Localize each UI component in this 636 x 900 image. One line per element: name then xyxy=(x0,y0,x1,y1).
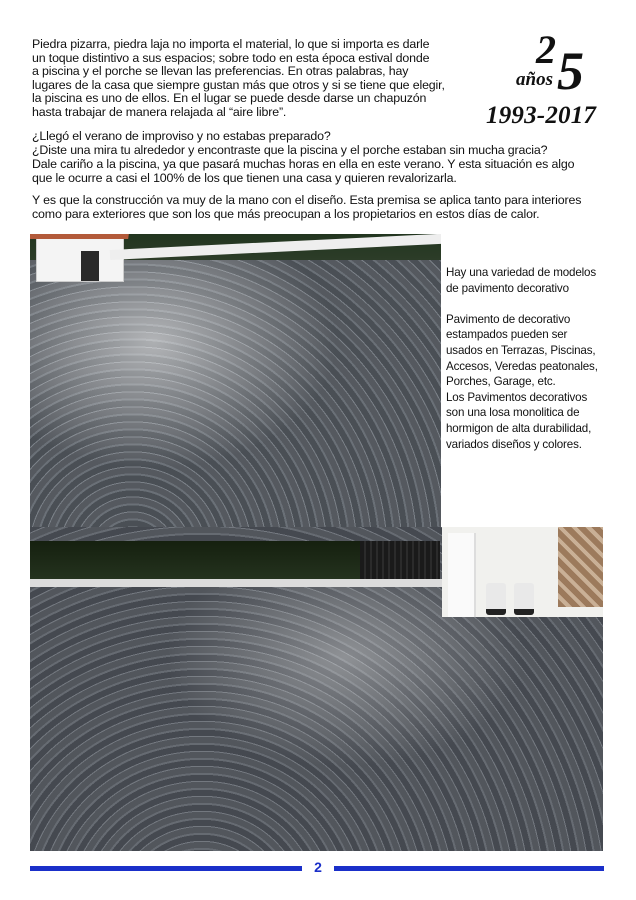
sidebar-line: usados en Terrazas, Piscinas, xyxy=(446,343,596,357)
paragraph-line: Dale cariño a la piscina, ya que pasará muchas horas en ella en este verano. Y esta situación es algo xyxy=(32,157,575,171)
paragraph-line: ¿Llegó el verano de improviso y no estabas preparado? xyxy=(32,129,331,143)
paragraph-line: que le ocurre a casi el 100% de los que tienen una casa y quieren revalorizarla. xyxy=(32,171,457,185)
sidebar-line: Hay una variedad de modelos xyxy=(446,266,596,279)
sidebar-line: Accesos, Veredas peatonales, xyxy=(446,359,598,373)
white-wall xyxy=(30,579,460,587)
sidebar-line: estampados pueden ser xyxy=(446,328,568,342)
intro-line: la piscina es uno de ellos. En el lugar se puede desde darse un chapuzón xyxy=(32,91,427,106)
sidebar-line: Los Pavimentos decorativos xyxy=(446,390,588,404)
logo-word: años xyxy=(516,69,553,90)
sidebar-line: Pavimento de decorativo xyxy=(446,312,571,326)
stamped-concrete-photo-2 xyxy=(30,527,603,851)
background-hedge xyxy=(30,541,360,581)
pavement-description xyxy=(446,265,612,452)
paragraph-line: como para exteriores que son los que más preocupan a los propietarios en estos días de calor. xyxy=(32,207,540,221)
page-number: 2 xyxy=(314,859,322,875)
stool xyxy=(514,583,534,615)
design-paragraph xyxy=(32,193,612,221)
sidebar-spacer xyxy=(446,296,612,312)
intro-line: un toque distintivo a sus espacios; sobre todo en esta época estival donde xyxy=(32,50,430,65)
questions-paragraph xyxy=(32,129,612,185)
logo-digit-two: 2 xyxy=(536,27,556,72)
intro-line: Piedra pizarra, piedra laja no importa el material, lo que si importa es darle xyxy=(32,37,430,51)
logo-digit-five: 5 xyxy=(557,41,584,101)
anniversary-logo xyxy=(484,27,614,134)
stone-wall xyxy=(558,527,603,607)
logo-years: 1993-2017 xyxy=(486,102,597,129)
intro-line: a piscina y el porche se llevan las preferencias. En otras palabras, hay xyxy=(32,64,409,79)
paragraph-line: Y es que la construcción va muy de la mano con el diseño. Esta premisa se aplica tanto para interiores xyxy=(32,193,582,207)
paragraph-line: ¿Diste una mira tu alrededor y encontraste que la piscina y el porche estaban sin mucha gracia? xyxy=(32,143,548,157)
black-gate xyxy=(360,541,440,583)
stool xyxy=(486,583,506,615)
footer-rule-left xyxy=(30,866,302,871)
sidebar-line: de pavimento decorativo xyxy=(446,281,569,295)
intro-paragraph xyxy=(32,38,472,120)
house-door xyxy=(81,251,99,281)
footer-rule-right xyxy=(334,866,604,871)
stamped-concrete-photo-1 xyxy=(30,234,441,541)
sidebar-line: son una losa monolitica de xyxy=(446,406,580,420)
sidebar-line: Porches, Garage, etc. xyxy=(446,375,556,389)
sidebar-line: hormigon de alta durabilidad, xyxy=(446,421,592,435)
intro-line: lugares de la casa que siempre gustan más que otros y si se tiene que elegir, xyxy=(32,77,445,92)
intro-line: hasta trabajar de manera relajada al “aire libre”. xyxy=(32,104,287,119)
porch-column xyxy=(448,533,476,617)
sidebar-line: variados diseños y colores. xyxy=(446,437,582,451)
